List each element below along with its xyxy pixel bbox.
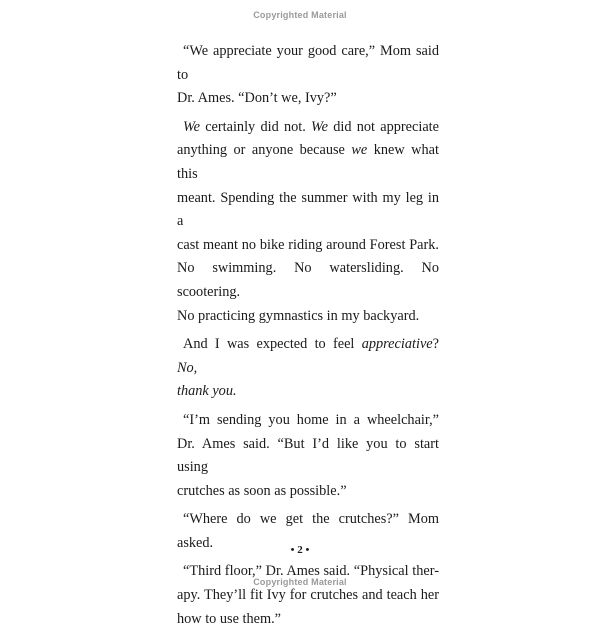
text-run: “We appreciate your good care,” Mom said to — [177, 43, 439, 83]
italic-text: We — [311, 118, 328, 135]
text-line — [177, 87, 439, 111]
text-run: “Third floor,” Dr. Ames said. “Physical ther- — [183, 563, 439, 580]
text-line — [177, 508, 439, 532]
text-line — [177, 409, 439, 433]
paragraph — [177, 333, 439, 404]
copyright-header: Copyrighted Material — [253, 10, 347, 20]
text-line — [177, 584, 439, 608]
text-run: No practicing gymnastics in my backyard. — [177, 307, 420, 324]
text-run: Dr. Ames. “Don’t we, Ivy?” — [177, 90, 337, 107]
text-run: No swimming. No watersliding. No scootering. — [177, 260, 439, 300]
text-run: anything or anyone because — [177, 142, 352, 159]
text-run: did not appreciate — [328, 118, 439, 135]
italic-text: thank you. — [177, 383, 237, 400]
text-line — [177, 305, 439, 329]
text-line — [177, 333, 439, 380]
text-line — [177, 608, 439, 631]
page-number: • 2 • — [290, 544, 310, 556]
paragraph — [177, 560, 439, 631]
book-page-text — [177, 40, 439, 631]
text-line — [177, 257, 439, 304]
text-run: how to use them.” — [177, 610, 282, 627]
text-run: “I’m sending you home in a wheelchair,” — [183, 411, 439, 428]
paragraph — [177, 409, 439, 503]
text-line — [177, 380, 439, 404]
text-line — [177, 433, 439, 480]
text-run: And I was expected to feel — [183, 336, 362, 353]
italic-text: No, — [177, 359, 198, 376]
text-run: knew what this — [177, 142, 439, 182]
text-line — [177, 234, 439, 258]
text-line — [177, 480, 439, 504]
text-line — [177, 40, 439, 87]
text-run: meant. Spending the summer with my leg in a — [177, 189, 439, 230]
paragraph — [177, 116, 439, 328]
italic-text: we — [351, 142, 368, 159]
text-line — [177, 116, 439, 140]
text-run: “Where do we get the crutches?” Mom — [183, 511, 439, 528]
text-run: certainly did not. — [199, 118, 312, 135]
copyright-footer: Copyrighted Material — [253, 577, 347, 587]
text-run: crutches as soon as possible.” — [177, 482, 347, 499]
text-line — [177, 139, 439, 186]
text-run: Dr. Ames said. “But I’d like you to start using — [177, 435, 439, 476]
text-line — [177, 187, 439, 234]
italic-text: appreciative — [361, 336, 433, 353]
text-run: ? — [432, 336, 439, 353]
text-run: apy. They’ll fit Ivy for crutches and teach her — [177, 587, 439, 604]
text-run: cast meant no bike riding around Forest Park. — [177, 236, 439, 253]
italic-text: We — [183, 118, 200, 135]
paragraph — [177, 40, 439, 111]
text-run: asked. — [177, 534, 214, 551]
